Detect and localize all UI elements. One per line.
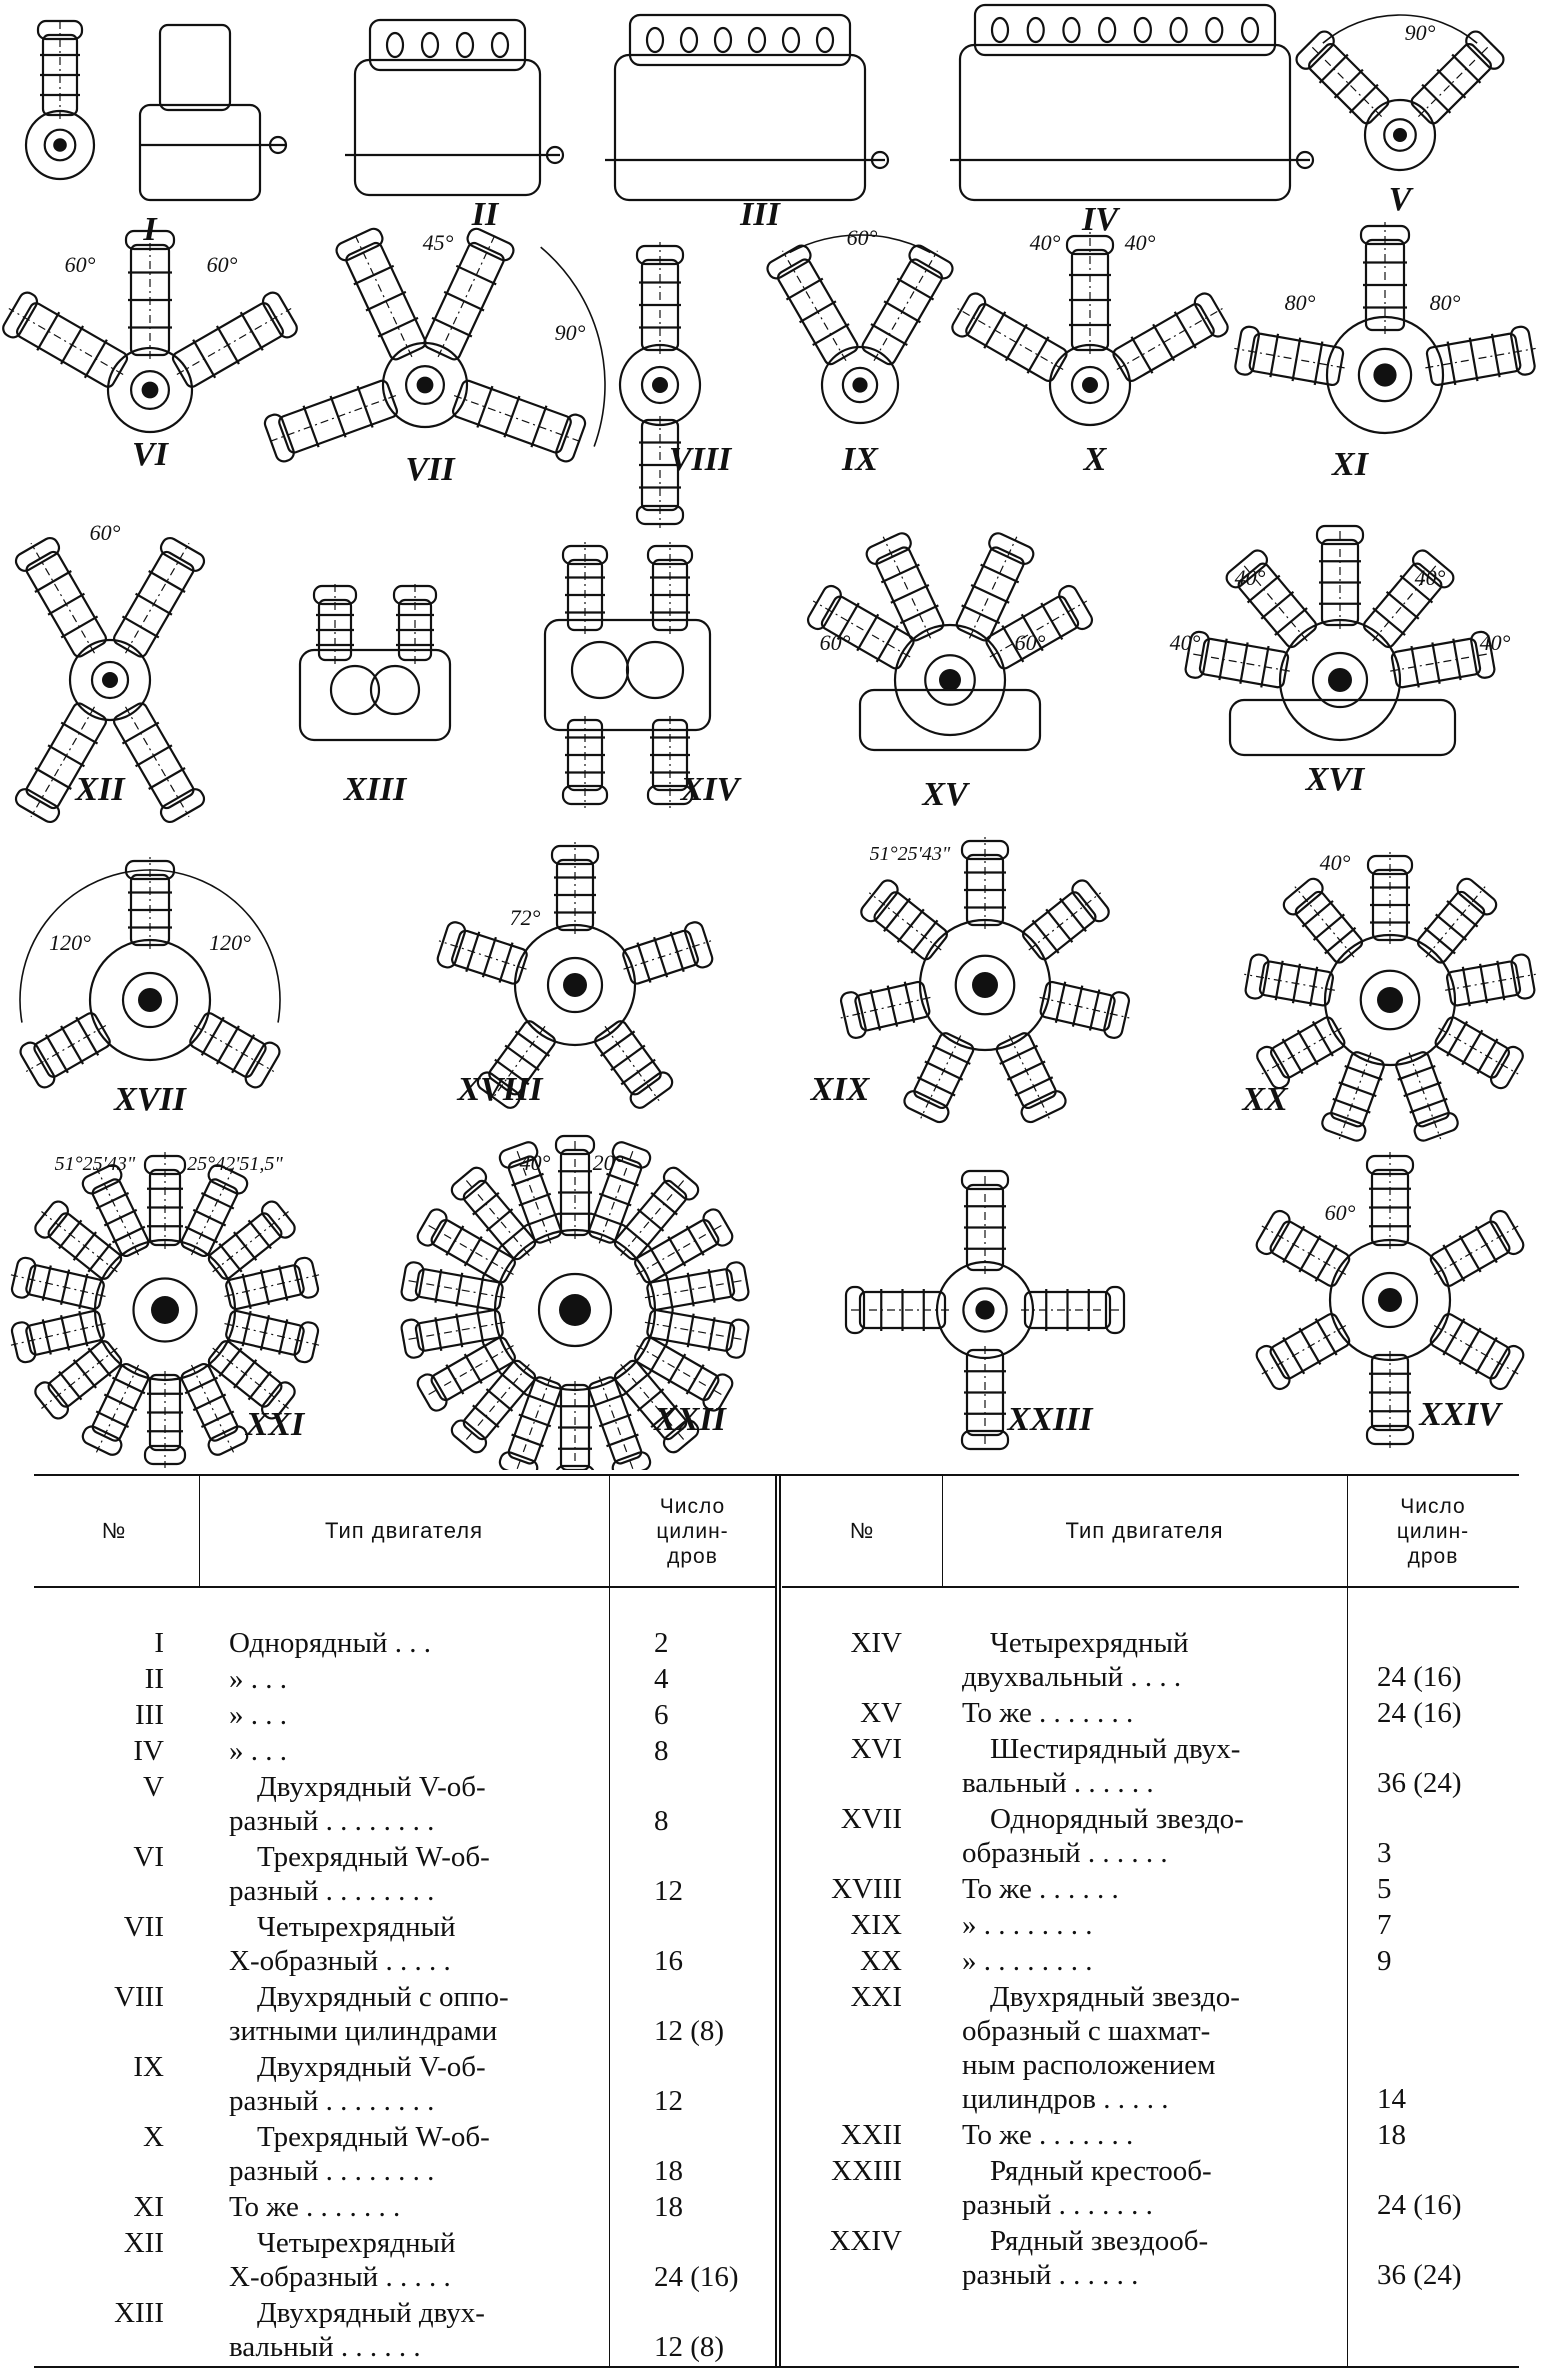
engine-type-line: разный . . . . . . . bbox=[962, 2189, 1153, 2221]
angle-label: 20° bbox=[592, 1150, 624, 1175]
row-number: IV bbox=[133, 1735, 164, 1767]
engine-type-line: То же . . . . . . bbox=[962, 1873, 1119, 1905]
figure-label: II bbox=[471, 196, 499, 233]
engine-type-line: разный . . . . . . . . bbox=[229, 1875, 435, 1907]
engine-diagram bbox=[1230, 222, 1540, 433]
engine-diagram bbox=[836, 837, 1135, 1128]
angle-label: 25°42'51,5" bbox=[187, 1153, 283, 1175]
engine-type-line: » . . . . . . . . bbox=[962, 1945, 1093, 1977]
engine-type-line: » . . . . . . . . bbox=[962, 1909, 1093, 1941]
header-cyl: Число цилин-дров bbox=[1396, 1494, 1470, 1568]
row-cylinders: 36 (24) bbox=[1377, 2259, 1462, 2291]
table-header bbox=[782, 1476, 1519, 1588]
row-number: XVI bbox=[850, 1733, 902, 1765]
row-cylinders: 24 (16) bbox=[1377, 1661, 1462, 1693]
figure-label: XVI bbox=[1305, 761, 1365, 798]
figure-label: I bbox=[143, 211, 157, 248]
engine-type-line: разный . . . . . . . . bbox=[229, 2155, 435, 2187]
angle-label: 51°25'43" bbox=[54, 1153, 136, 1175]
row-engine-type bbox=[962, 2154, 1332, 2222]
engine-diagram bbox=[300, 582, 450, 740]
angle-label: 120° bbox=[209, 930, 251, 955]
row-number: XI bbox=[133, 2191, 164, 2223]
row-engine-type bbox=[962, 1626, 1332, 1694]
row-cylinders: 18 bbox=[654, 2155, 683, 2187]
engine-type-line: То же . . . . . . . bbox=[962, 1697, 1134, 1729]
row-cylinders: 3 bbox=[1377, 1837, 1392, 1869]
row-engine-type bbox=[962, 1872, 1332, 1906]
engine-type-line: разный . . . . . . . . bbox=[229, 1805, 435, 1837]
row-engine-type bbox=[962, 1732, 1332, 1800]
row-engine-type bbox=[962, 2118, 1332, 2152]
figure-label: XI bbox=[1332, 446, 1368, 483]
row-engine-type bbox=[229, 1910, 599, 1978]
angle-label: 60° bbox=[1014, 630, 1046, 655]
row-number: V bbox=[143, 1771, 164, 1803]
row-cylinders: 8 bbox=[654, 1805, 669, 1837]
engine-type-line: Двухрядный двух- bbox=[257, 2297, 485, 2329]
figure-label: XX bbox=[1242, 1081, 1288, 1118]
angle-label: 40° bbox=[1234, 565, 1266, 590]
row-engine-type bbox=[229, 1734, 599, 1768]
row-number: XIV bbox=[850, 1627, 902, 1659]
row-number: X bbox=[143, 2121, 164, 2153]
angle-label: 90° bbox=[1404, 20, 1436, 45]
engine-type-line: разный . . . . . . bbox=[962, 2259, 1139, 2291]
figure-label: XII bbox=[75, 771, 125, 808]
angle-label: 40° bbox=[519, 1150, 551, 1175]
row-number: XXIV bbox=[829, 2225, 902, 2257]
engine-type-line: Двухрядный V-об- bbox=[257, 2051, 486, 2083]
row-engine-type bbox=[962, 1696, 1332, 1730]
row-engine-type bbox=[229, 1840, 599, 1908]
header-type: Тип двигателя bbox=[325, 1518, 483, 1543]
row-engine-type bbox=[229, 2190, 599, 2224]
engine-type-line: образный . . . . . . bbox=[962, 1837, 1168, 1869]
row-engine-type bbox=[229, 1626, 599, 1660]
engine-diagram bbox=[0, 227, 303, 432]
angle-label: 90° bbox=[554, 320, 586, 345]
angle-label: 80° bbox=[1284, 290, 1316, 315]
figure-label: XXIV bbox=[1419, 1396, 1501, 1433]
engine-diagram bbox=[26, 17, 286, 200]
engine-type-line: разный . . . . . . . . bbox=[229, 2085, 435, 2117]
figure-label: XXII bbox=[654, 1401, 726, 1438]
figure-label: XXI bbox=[245, 1406, 305, 1443]
angle-label: 40° bbox=[1124, 230, 1156, 255]
angle-label: 40° bbox=[1479, 630, 1511, 655]
figure-label: XVIII bbox=[457, 1071, 543, 1108]
engine-diagram bbox=[259, 223, 591, 465]
engine-type-line: двухвальный . . . . bbox=[962, 1661, 1182, 1693]
row-engine-type bbox=[962, 2224, 1332, 2292]
row-cylinders: 36 (24) bbox=[1377, 1767, 1462, 1799]
row-number: II bbox=[144, 1663, 164, 1695]
figure-label: IV bbox=[1082, 201, 1118, 238]
engine-diagram bbox=[545, 542, 710, 808]
engine-type-line: То же . . . . . . . bbox=[229, 2191, 401, 2223]
engine-type-line: Четырехрядный bbox=[257, 1911, 456, 1943]
engine-type-line: Двухрядный с оппо- bbox=[257, 1981, 509, 2013]
table-left-half bbox=[34, 1476, 776, 2366]
figure-label: III bbox=[740, 196, 780, 233]
angle-label: 40° bbox=[1319, 850, 1351, 875]
angle-label: 60° bbox=[64, 252, 96, 277]
row-number: I bbox=[154, 1627, 164, 1659]
row-cylinders: 12 bbox=[654, 1875, 683, 1907]
angle-label: 60° bbox=[819, 630, 851, 655]
engine-diagram bbox=[763, 239, 958, 423]
engine-type-line: Четырехрядный bbox=[990, 1627, 1189, 1659]
engine-type-line: ным расположением bbox=[962, 2049, 1216, 2081]
row-cylinders: 18 bbox=[654, 2191, 683, 2223]
row-engine-type bbox=[229, 2296, 599, 2364]
engine-type-line: цилиндров . . . . . bbox=[962, 2083, 1169, 2115]
engine-type-line: вальный . . . . . . bbox=[229, 2331, 421, 2363]
row-engine-type bbox=[229, 1770, 599, 1838]
figure-label: IX bbox=[842, 441, 878, 478]
row-cylinders: 5 bbox=[1377, 1873, 1392, 1905]
row-cylinders: 14 bbox=[1377, 2083, 1406, 2115]
header-num: № bbox=[849, 1518, 875, 1543]
row-number: XIII bbox=[114, 2297, 164, 2329]
row-cylinders: 7 bbox=[1377, 1909, 1392, 1941]
row-cylinders: 12 (8) bbox=[654, 2015, 725, 2047]
figure-label: VIII bbox=[668, 441, 732, 478]
row-number: VI bbox=[133, 1841, 164, 1873]
row-cylinders: 2 bbox=[654, 1627, 669, 1659]
engine-diagram bbox=[950, 5, 1313, 200]
engine-type-line: Трехрядный W-об- bbox=[257, 1841, 490, 1873]
engine-diagram bbox=[605, 15, 888, 200]
row-number: XV bbox=[860, 1697, 902, 1729]
row-number: XVII bbox=[840, 1803, 902, 1835]
row-number: XIX bbox=[850, 1909, 902, 1941]
engine-type-line: Трехрядный W-об- bbox=[257, 2121, 490, 2153]
row-engine-type bbox=[962, 1908, 1332, 1942]
row-engine-type bbox=[962, 1980, 1332, 2116]
angle-label: 60° bbox=[89, 520, 121, 545]
row-cylinders: 12 (8) bbox=[654, 2331, 725, 2363]
angle-label: 72° bbox=[509, 905, 541, 930]
engine-diagram bbox=[1290, 25, 1509, 170]
figure-label: XIII bbox=[343, 771, 407, 808]
engine-type-line: Шестирядный двух- bbox=[990, 1733, 1241, 1765]
row-engine-type bbox=[229, 2120, 599, 2188]
table-header bbox=[34, 1476, 776, 1588]
row-cylinders: 24 (16) bbox=[1377, 1697, 1462, 1729]
header-type: Тип двигателя bbox=[1065, 1518, 1224, 1543]
row-cylinders: 9 bbox=[1377, 1945, 1392, 1977]
figure-label: XIX bbox=[810, 1071, 870, 1108]
angle-label: 40° bbox=[1029, 230, 1061, 255]
engine-type-line: » . . . bbox=[229, 1699, 287, 1731]
angle-label: 60° bbox=[206, 252, 238, 277]
row-number: VIII bbox=[114, 1981, 164, 2013]
row-number: XXIII bbox=[831, 2155, 902, 2187]
row-engine-type bbox=[229, 1698, 599, 1732]
row-cylinders: 4 bbox=[654, 1663, 669, 1695]
figure-label: VII bbox=[405, 451, 455, 488]
row-number: XX bbox=[860, 1945, 902, 1977]
row-number: VII bbox=[123, 1911, 164, 1943]
angle-label: 60° bbox=[846, 225, 878, 250]
row-number: III bbox=[135, 1699, 164, 1731]
row-number: IX bbox=[133, 2051, 164, 2083]
row-cylinders: 18 bbox=[1377, 2119, 1406, 2151]
figure-label: V bbox=[1388, 181, 1412, 218]
engine-type-line: зитными цилиндрами bbox=[229, 2015, 498, 2047]
row-engine-type bbox=[229, 1662, 599, 1696]
row-number: XII bbox=[123, 2227, 164, 2259]
row-cylinders: 8 bbox=[654, 1735, 669, 1767]
angle-label: 120° bbox=[49, 930, 91, 955]
engine-type-line: Рядный крестооб- bbox=[990, 2155, 1212, 2187]
figure-label: X bbox=[1083, 441, 1107, 478]
engine-table bbox=[34, 1474, 1519, 2368]
angle-label: 60° bbox=[1324, 1200, 1356, 1225]
figure-label: VI bbox=[132, 436, 168, 473]
engine-type-line: » . . . bbox=[229, 1735, 287, 1767]
row-engine-type bbox=[962, 1802, 1332, 1870]
row-engine-type bbox=[229, 1980, 599, 2048]
row-cylinders: 6 bbox=[654, 1699, 669, 1731]
row-number: XVIII bbox=[831, 1873, 902, 1905]
engine-type-line: Рядный звездооб- bbox=[990, 2225, 1209, 2257]
row-cylinders: 24 (16) bbox=[654, 2261, 739, 2293]
angle-label: 80° bbox=[1429, 290, 1461, 315]
engine-diagram bbox=[946, 232, 1234, 425]
figure-label: XV bbox=[922, 776, 968, 813]
table-right-half bbox=[782, 1476, 1519, 2366]
row-engine-type bbox=[229, 2226, 599, 2294]
row-engine-type bbox=[962, 1944, 1332, 1978]
engine-type-line: образный с шахмат- bbox=[962, 2015, 1211, 2047]
engine-type-line: X-образный . . . . . bbox=[229, 1945, 451, 1977]
figure-label: XIV bbox=[680, 771, 740, 808]
engine-type-line: » . . . bbox=[229, 1663, 287, 1695]
row-engine-type bbox=[229, 2050, 599, 2118]
row-number: XXII bbox=[840, 2119, 902, 2151]
engine-type-line: Двухрядный V-об- bbox=[257, 1771, 486, 1803]
engine-type-line: вальный . . . . . . bbox=[962, 1767, 1154, 1799]
engine-type-line: Однорядный звездо- bbox=[990, 1803, 1244, 1835]
engine-type-line: Четырехрядный bbox=[257, 2227, 456, 2259]
engine-type-line: Однорядный . . . bbox=[229, 1627, 431, 1659]
row-cylinders: 16 bbox=[654, 1945, 683, 1977]
engine-diagram bbox=[1180, 522, 1499, 740]
engine-diagram bbox=[14, 857, 286, 1092]
table-divider bbox=[775, 1476, 781, 2366]
angle-label: 45° bbox=[422, 230, 454, 255]
header-num: № bbox=[101, 1518, 127, 1543]
engine-type-line: X-образный . . . . . bbox=[229, 2261, 451, 2293]
row-number: XXI bbox=[850, 1981, 902, 2013]
engine-type-line: Двухрядный звездо- bbox=[990, 1981, 1240, 2013]
header-cyl: Число цилин-дров bbox=[656, 1494, 729, 1568]
angle-label: 51°25'43" bbox=[869, 843, 951, 865]
figure-label: XVII bbox=[114, 1081, 186, 1118]
engine-type-line: То же . . . . . . . bbox=[962, 2119, 1134, 2151]
angle-label: 40° bbox=[1169, 630, 1201, 655]
engine-diagram bbox=[345, 20, 563, 195]
engine-diagram bbox=[620, 242, 700, 528]
row-cylinders: 24 (16) bbox=[1377, 2189, 1462, 2221]
figure-label: XXIII bbox=[1007, 1401, 1093, 1438]
angle-label: 40° bbox=[1414, 565, 1446, 590]
row-cylinders: 12 bbox=[654, 2085, 683, 2117]
